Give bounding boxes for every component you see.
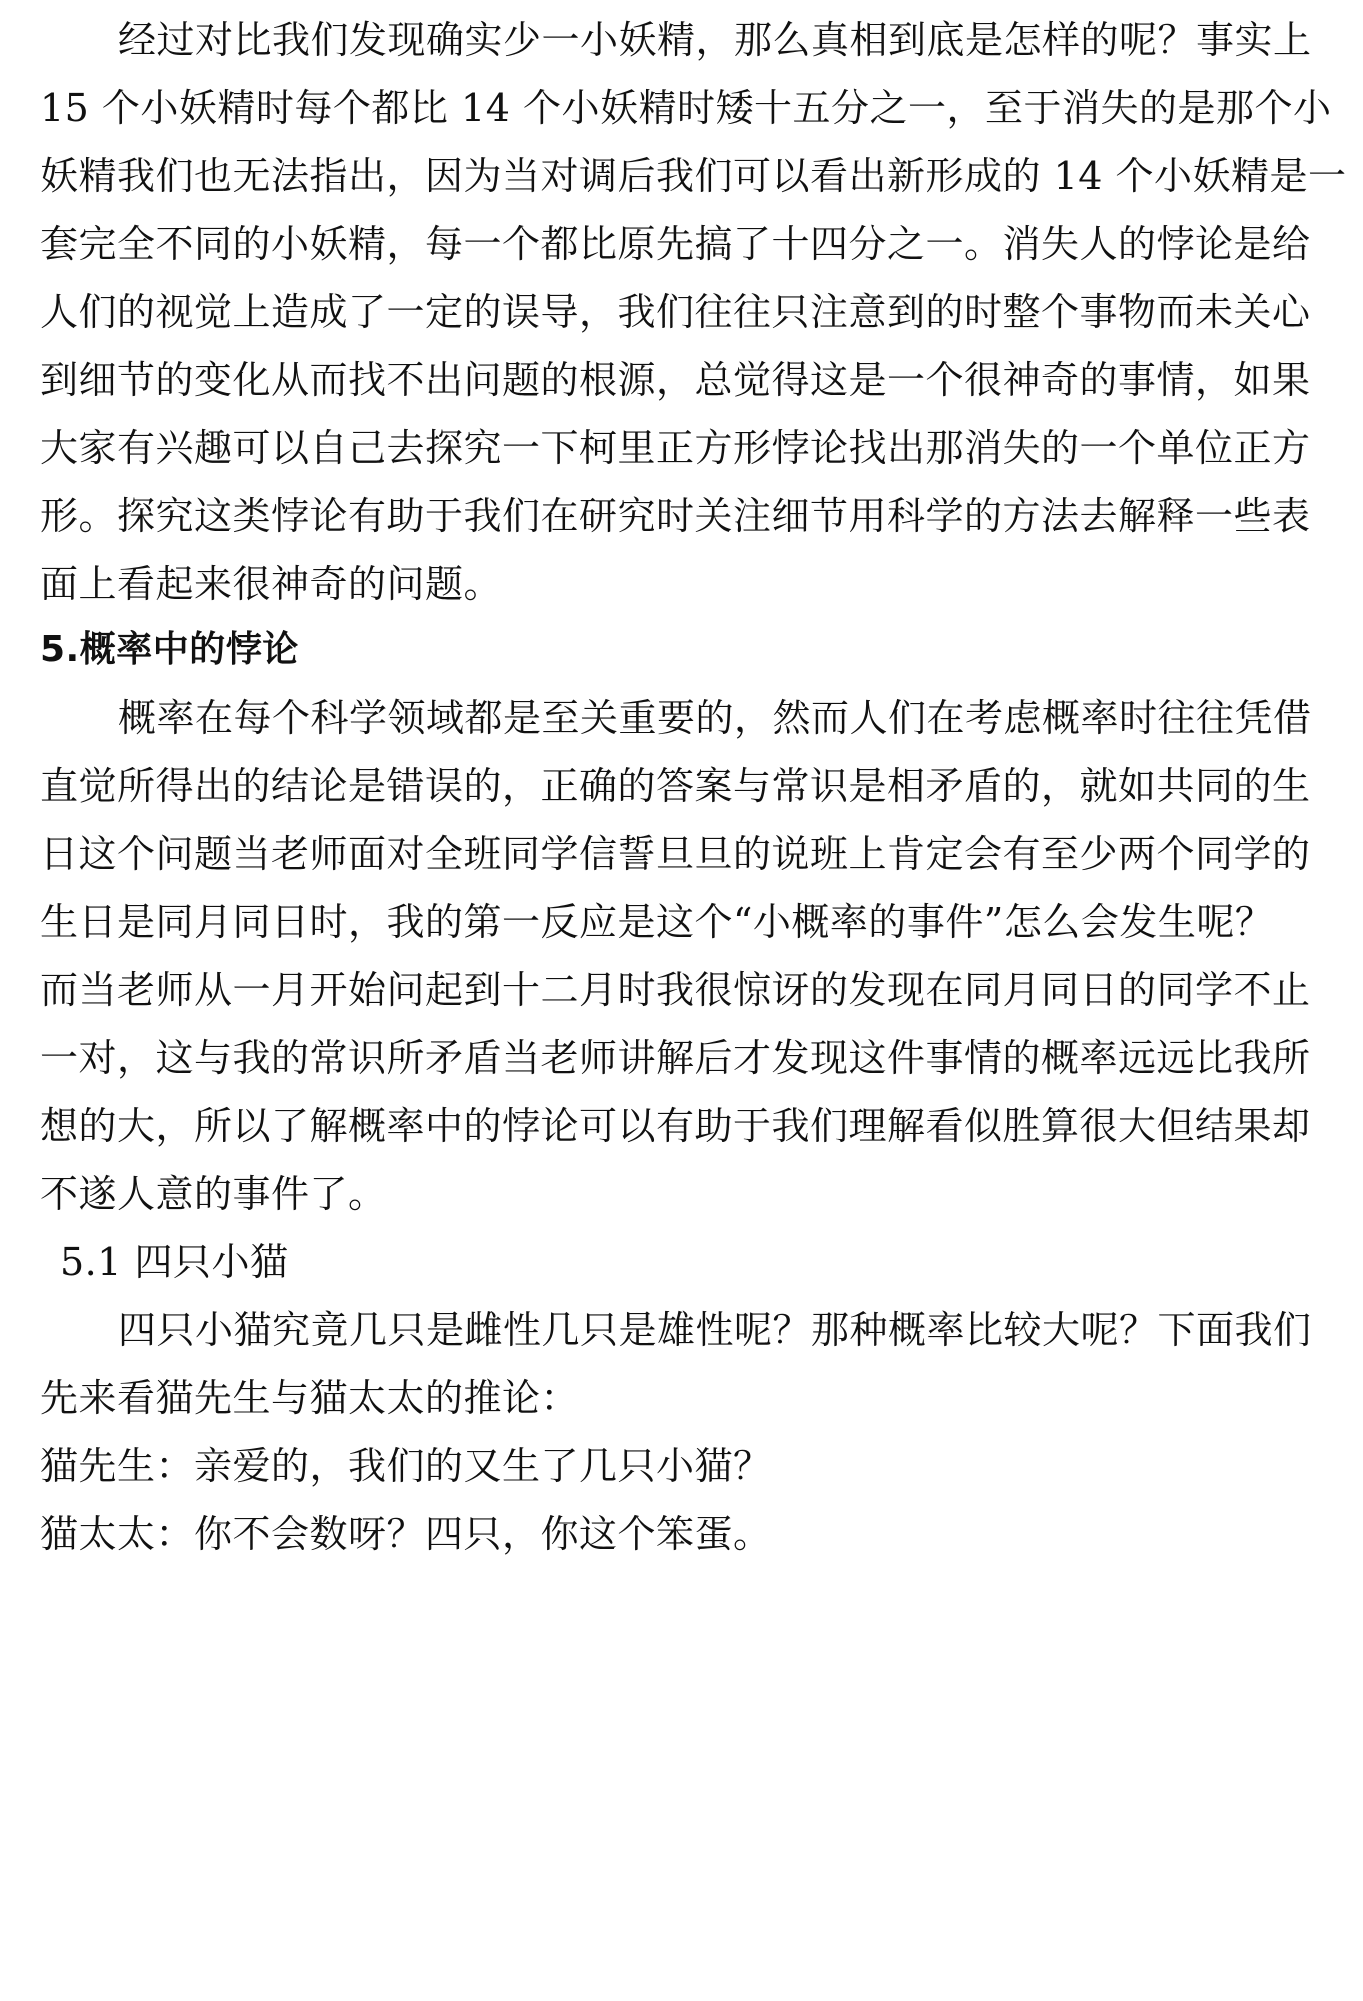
paragraph-1-line-3: 妖精我们也无法指出，因为当对调后我们可以看出新形成的 14 个小妖精是一: [40, 154, 1347, 198]
paragraph-1-line-7: 大家有兴趣可以自己去探究一下柯里正方形悖论找出那消失的一个单位正方: [40, 426, 1311, 470]
paragraph-2-line-4: 生日是同月同日时，我的第一反应是这个“小概率的事件”怎么会发生呢？: [40, 900, 1274, 944]
paragraph-1-line-4: 套完全不同的小妖精，每一个都比原先搞了十四分之一。消失人的悖论是给: [40, 222, 1311, 266]
paragraph-3-line-1: 四只小猫究竟几只是雌性几只是雄性呢？那种概率比较大呢？下面我们: [118, 1308, 1312, 1352]
section-heading: 5.概率中的悖论: [40, 629, 299, 670]
paragraph-2-line-1: 概率在每个科学领域都是至关重要的，然而人们在考虑概率时往往凭借: [118, 696, 1312, 740]
paragraph-2-line-2: 直觉所得出的结论是错误的，正确的答案与常识是相矛盾的，就如共同的生: [40, 764, 1311, 808]
paragraph-2-line-8: 不遂人意的事件了。: [40, 1172, 387, 1216]
paragraph-1-line-8: 形。探究这类悖论有助于我们在研究时关注细节用科学的方法去解释一些表: [40, 494, 1311, 538]
paragraph-1-line-1: 经过对比我们发现确实少一小妖精，那么真相到底是怎样的呢？事实上: [118, 18, 1312, 62]
paragraph-1-line-6: 到细节的变化从而找不出问题的根源，总觉得这是一个很神奇的事情，如果: [40, 358, 1311, 402]
paragraph-3-line-2: 先来看猫先生与猫太太的推论：: [40, 1376, 580, 1420]
subsection-heading: 5.1 四只小猫: [60, 1240, 289, 1284]
paragraph-2-line-3: 日这个问题当老师面对全班同学信誓旦旦的说班上肯定会有至少两个同学的: [40, 832, 1311, 876]
dialogue-line-1: 猫先生：亲爱的，我们的又生了几只小猫？: [40, 1444, 772, 1488]
paragraph-1-line-5: 人们的视觉上造成了一定的误导，我们往往只注意到的时整个事物而未关心: [40, 290, 1311, 334]
paragraph-2-line-5: 而当老师从一月开始问起到十二月时我很惊讶的发现在同月同日的同学不止: [40, 968, 1311, 1012]
paragraph-1-line-2: 15 个小妖精时每个都比 14 个小妖精时矮十五分之一，至于消失的是那个小: [40, 86, 1332, 130]
paragraph-2-line-6: 一对，这与我的常识所矛盾当老师讲解后才发现这件事情的概率远远比我所: [40, 1036, 1311, 1080]
dialogue-line-2: 猫太太：你不会数呀？四只，你这个笨蛋。: [40, 1512, 772, 1556]
paragraph-2-line-7: 想的大，所以了解概率中的悖论可以有助于我们理解看似胜算很大但结果却: [40, 1104, 1311, 1148]
paragraph-1-line-9: 面上看起来很神奇的问题。: [40, 562, 503, 606]
